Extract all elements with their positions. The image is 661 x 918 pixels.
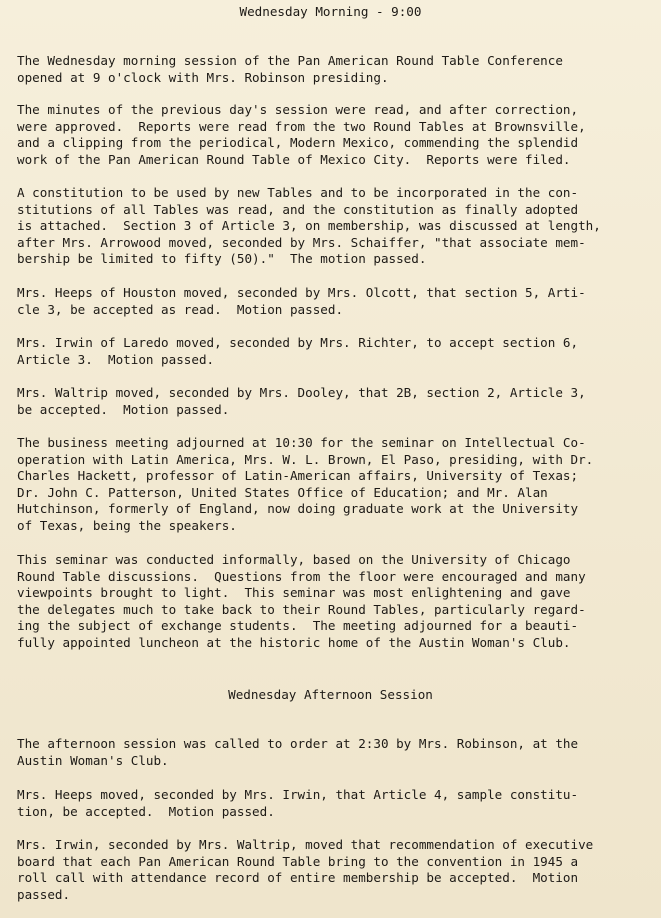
text-line: The business meeting adjourned at 10:30 for the seminar on Intellectual Co-	[17, 435, 586, 450]
text-line: bership be limited to fifty (50)." The motion passed.	[17, 251, 427, 267]
text-line: ing the subject of exchange students. The meeting adjourned for a beauti-	[17, 618, 579, 634]
morning-paragraph-2	[17, 102, 653, 168]
text-line: viewpoints brought to light. This seminar was most enlightening and gave	[17, 585, 571, 601]
text-line: of Texas, being the speakers.	[17, 517, 237, 533]
text-line: The minutes of the previous day's session were read, and after correction,	[17, 102, 579, 117]
text-line: Round Table discussions. Questions from the floor were encouraged and many	[17, 568, 586, 584]
text-line: be accepted. Motion passed.	[17, 401, 230, 417]
text-line: operation with Latin America, Mrs. W. L. Brown, El Paso, presiding, with Dr.	[17, 451, 594, 467]
morning-heading: Wednesday Morning - 9:00	[239, 4, 422, 19]
text-line: cle 3, be accepted as read. Motion passed.	[17, 301, 344, 317]
text-line: passed.	[17, 886, 71, 902]
text-line: the delegates much to take back to their Round Tables, particularly regard-	[17, 601, 586, 617]
text-line: board that each Pan American Round Table bring to the convention in 1945 a	[17, 853, 579, 869]
morning-paragraph-1	[17, 53, 653, 86]
text-line: roll call with attendance record of entire membership be accepted. Motion	[17, 870, 579, 886]
text-line: and a clipping from the periodical, Modern Mexico, commending the splendid	[17, 135, 579, 151]
text-line: tion, be accepted. Motion passed.	[17, 803, 275, 819]
text-line: opened at 9 o'clock with Mrs. Robinson presiding.	[17, 69, 389, 85]
text-line: fully appointed luncheon at the historic home of the Austin Woman's Club.	[17, 634, 571, 650]
morning-paragraph-7	[17, 435, 653, 535]
morning-paragraph-3	[17, 185, 653, 268]
text-line: The afternoon session was called to order at 2:30 by Mrs. Robinson, at the	[17, 736, 579, 751]
text-line: Mrs. Irwin, seconded by Mrs. Waltrip, moved that recommendation of executive	[17, 837, 594, 852]
morning-paragraph-8	[17, 552, 653, 652]
text-line: Mrs. Waltrip moved, seconded by Mrs. Dooley, that 2B, section 2, Article 3,	[17, 385, 586, 400]
text-line: This seminar was conducted informally, based on the University of Chicago	[17, 552, 571, 567]
morning-paragraph-4	[17, 285, 653, 318]
afternoon-heading: Wednesday Afternoon Session	[228, 687, 433, 702]
text-line: stitutions of all Tables was read, and the constitution as finally adopted	[17, 201, 579, 217]
afternoon-paragraph-1	[17, 736, 653, 769]
text-line: were approved. Reports were read from the two Round Tables at Brownsville,	[17, 118, 586, 134]
afternoon-paragraph-2	[17, 787, 653, 820]
text-line: is attached. Section 3 of Article 3, on membership, was discussed at length,	[17, 218, 601, 234]
text-line: after Mrs. Arrowood moved, seconded by Mrs. Schaiffer, "that associate mem-	[17, 234, 586, 250]
afternoon-paragraph-3	[17, 837, 653, 903]
text-line: A constitution to be used by new Tables and to be incorporated in the con-	[17, 185, 579, 200]
text-line: Dr. John C. Patterson, United States Office of Education; and Mr. Alan	[17, 484, 548, 500]
text-line: Austin Woman's Club.	[17, 752, 169, 768]
text-line: Hutchinson, formerly of England, now doing graduate work at the University	[17, 501, 579, 517]
morning-paragraph-5	[17, 335, 653, 368]
text-line: Charles Hackett, professor of Latin-American affairs, University of Texas;	[17, 468, 579, 484]
text-line: The Wednesday morning session of the Pan American Round Table Conference	[17, 53, 563, 68]
text-line: Mrs. Irwin of Laredo moved, seconded by Mrs. Richter, to accept section 6,	[17, 335, 579, 350]
text-line: Mrs. Heeps of Houston moved, seconded by Mrs. Olcott, that section 5, Arti-	[17, 285, 586, 300]
text-line: Article 3. Motion passed.	[17, 351, 215, 367]
text-line: Mrs. Heeps moved, seconded by Mrs. Irwin, that Article 4, sample constitu-	[17, 787, 579, 802]
text-line: work of the Pan American Round Table of Mexico City. Reports were filed.	[17, 151, 571, 167]
morning-paragraph-6	[17, 385, 653, 418]
